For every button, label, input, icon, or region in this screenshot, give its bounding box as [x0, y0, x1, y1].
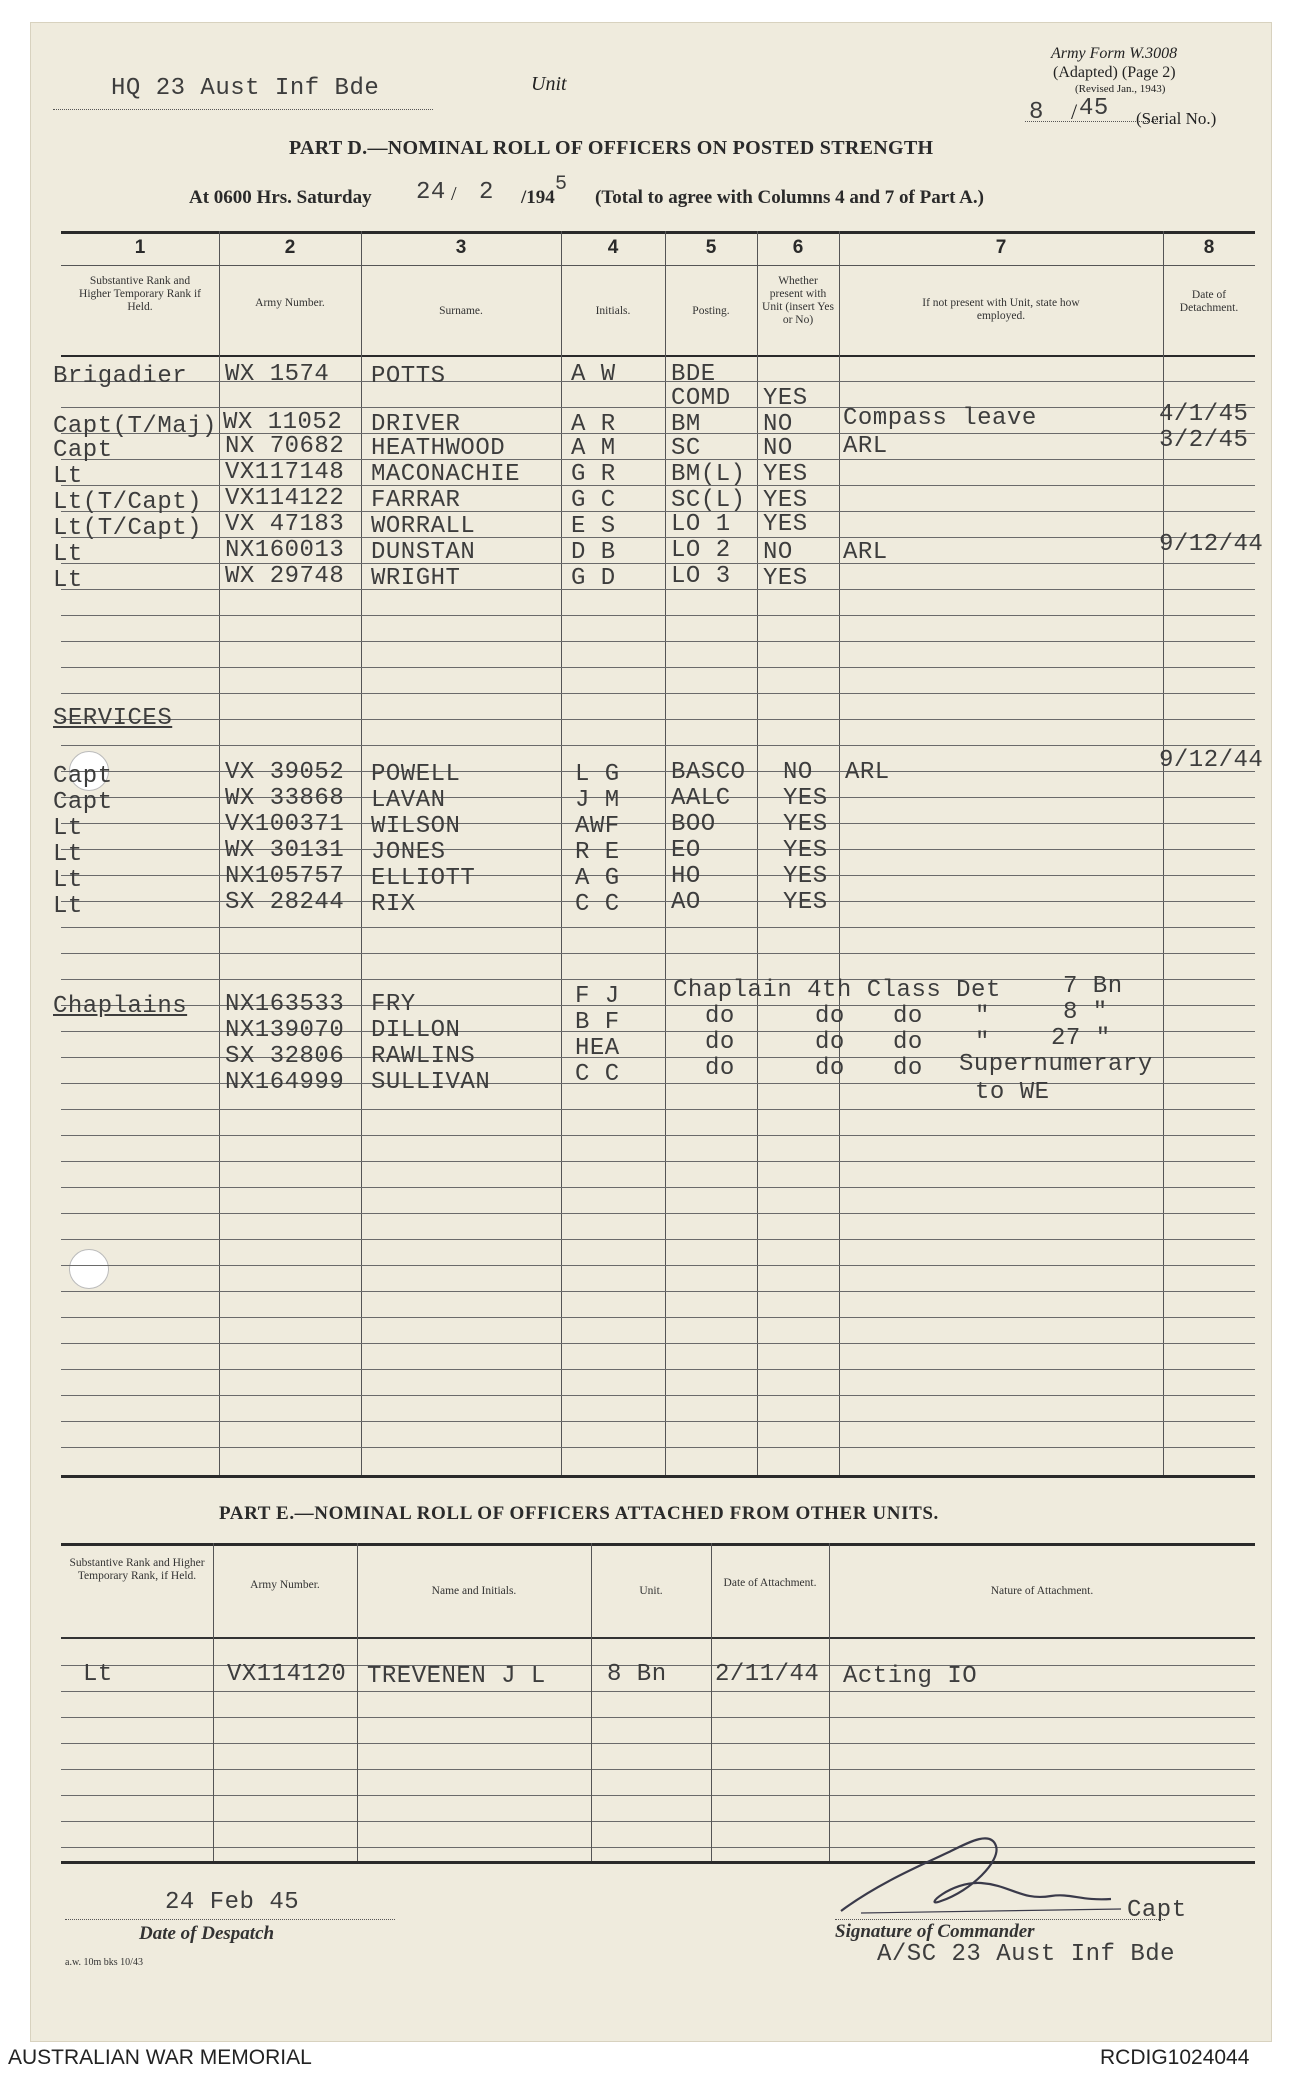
form-ref-line2: (Adapted) (Page 2) — [1053, 64, 1176, 81]
col-head-surname: Surname. — [439, 305, 483, 317]
rule-line — [61, 953, 1255, 954]
posting-cell: AALC — [671, 785, 731, 812]
surname-cell: DILLON — [371, 1017, 461, 1044]
serial-label: (Serial No.) — [1136, 109, 1217, 128]
present-cell: NO — [763, 539, 793, 566]
present-cell: YES — [763, 385, 808, 412]
employed-cell: Supernumerary — [959, 1051, 1153, 1078]
rank-cell: Capt(T/Maj) — [53, 413, 217, 440]
army-number-cell: SX 28244 — [225, 889, 345, 916]
posting-cell: BOO — [671, 811, 716, 838]
posting-ditto: do — [893, 1029, 923, 1056]
rule-line — [61, 1317, 1255, 1318]
col-number: 5 — [705, 237, 717, 258]
serial-value-1: 8 — [1029, 99, 1044, 126]
rank-cell: Lt — [53, 815, 83, 842]
despatch-label: Date of Despatch — [139, 1923, 275, 1944]
posting-cell: BASCO — [671, 759, 746, 786]
part-e-head-rule — [61, 1637, 1255, 1639]
army-number-cell: VX114122 — [225, 485, 345, 512]
army-number-cell: SX 32806 — [225, 1043, 345, 1070]
posting-cell: SC(L) — [671, 487, 746, 514]
col-head-army-number: Army Number. — [255, 297, 325, 309]
initials-cell: HEA — [575, 1035, 620, 1062]
initials-cell: F J — [575, 983, 620, 1010]
col-head-rank: Substantive Rank and Higher Temporary Rank if Held. — [79, 275, 201, 313]
surname-cell: POWELL — [371, 761, 461, 788]
rule-line — [61, 693, 1255, 694]
part-d-date-month: 2 — [479, 179, 494, 206]
date-slash: / — [451, 183, 457, 205]
army-number-cell: NX139070 — [225, 1017, 345, 1044]
army-number-cell: VX 39052 — [225, 759, 345, 786]
part-e-col-divider — [357, 1543, 358, 1861]
surname-cell: HEATHWOOD — [371, 435, 506, 462]
signature-scrawl — [821, 1821, 1161, 1931]
rule-line — [61, 1743, 1255, 1744]
surname-cell: MACONACHIE — [371, 461, 521, 488]
surname-cell: WRIGHT — [371, 565, 461, 592]
rule-line — [61, 667, 1255, 668]
initials-cell: AWF — [575, 813, 620, 840]
part-d-title: PART D.—NOMINAL ROLL OF OFFICERS ON POSTED STRENGTH — [289, 137, 934, 159]
rule-line — [61, 745, 1255, 746]
surname-cell: RIX — [371, 891, 416, 918]
rule-line — [61, 1161, 1255, 1162]
nature-cell: Acting IO — [843, 1663, 978, 1690]
present-cell: YES — [783, 811, 828, 838]
posting-cell: EO — [671, 837, 701, 864]
col-number: 7 — [995, 237, 1007, 258]
archive-footer-left: AUSTRALIAN WAR MEMORIAL — [8, 2046, 312, 2069]
signature-label: Signature of Commander — [835, 1921, 1035, 1942]
col-divider — [361, 231, 362, 1475]
posting-cell: do — [705, 1029, 735, 1056]
rank-cell: Lt(T/Capt) — [53, 489, 203, 516]
rule-line — [61, 1691, 1255, 1692]
surname-cell: JONES — [371, 839, 446, 866]
signature-rank: Capt — [1127, 1897, 1187, 1924]
rule-line — [61, 1769, 1255, 1770]
present-cell: NO — [783, 759, 813, 786]
part-e-head-rank: Substantive Rank and Higher Temporary Rank, if Held. — [69, 1557, 205, 1582]
rule-line — [61, 1239, 1255, 1240]
surname-cell: POTTS — [371, 363, 446, 390]
rank-cell: Lt — [53, 567, 83, 594]
army-number-cell: NX164999 — [225, 1069, 345, 1096]
employed-cell: ARL — [843, 539, 888, 566]
rank-cell: Lt — [53, 867, 83, 894]
signature-title: A/SC 23 Aust Inf Bde — [877, 1941, 1176, 1968]
rule-line — [61, 1135, 1255, 1136]
posting-ditto: do — [893, 1055, 923, 1082]
army-number-cell: NX105757 — [225, 863, 345, 890]
despatch-dotted-line — [65, 1919, 395, 1920]
posting-ditto: do — [893, 1003, 923, 1030]
signature-dotted-line — [835, 1919, 1165, 1920]
part-e-col-divider — [591, 1543, 592, 1861]
employed-cell: ARL — [845, 759, 890, 786]
initials-cell: G R — [571, 461, 616, 488]
rule-line — [61, 1109, 1255, 1110]
rule-line — [61, 1343, 1255, 1344]
col-head-detachment: Date of Detachment. — [1179, 289, 1239, 314]
col-head-employed: If not present with Unit, state how employed. — [922, 297, 1080, 322]
name-cell: TREVENEN J L — [367, 1663, 546, 1690]
rule-line — [61, 615, 1255, 616]
surname-cell: WILSON — [371, 813, 461, 840]
present-cell: YES — [783, 863, 828, 890]
initials-cell: C C — [575, 891, 620, 918]
despatch-date: 24 Feb 45 — [165, 1889, 300, 1916]
part-e-col-divider — [213, 1543, 214, 1861]
part-e-head-unit: Unit. — [639, 1585, 663, 1597]
initials-cell: L G — [575, 761, 620, 788]
surname-cell: DRIVER — [371, 411, 461, 438]
part-d-date-day: 24 — [416, 179, 446, 206]
part-e-head-date: Date of Attachment. — [723, 1577, 817, 1589]
detachment-date-cell: 9/12/44 — [1159, 531, 1264, 558]
unit-label: Unit — [531, 73, 567, 95]
rule-line — [61, 1369, 1255, 1370]
col-divider — [219, 231, 220, 1475]
col-head-posting: Posting. — [692, 305, 730, 317]
rank-cell: Capt — [53, 437, 113, 464]
army-number-cell: WX 30131 — [225, 837, 345, 864]
part-e-col-divider — [711, 1543, 712, 1861]
unit-cell: 8 Bn — [607, 1661, 667, 1688]
posting-ditto: do — [815, 1055, 845, 1082]
form-ref-line1: Army Form W.3008 — [1051, 45, 1178, 62]
army-number-cell: NX160013 — [225, 537, 345, 564]
initials-cell: E S — [571, 513, 616, 540]
ditto-mark: " — [975, 1003, 990, 1030]
part-e-head-army-number: Army Number. — [250, 1579, 320, 1591]
rank-cell: Capt — [53, 789, 113, 816]
posting-cell: SC — [671, 435, 701, 462]
rank-cell: Capt — [53, 763, 113, 790]
rule-line — [61, 407, 1255, 408]
present-cell: YES — [763, 565, 808, 592]
posting-cell: LO 2 — [671, 537, 731, 564]
posting-cell: AO — [671, 889, 701, 916]
employed-cell: 8 " — [1063, 999, 1108, 1026]
posting-cell: Chaplain 4th Class Det — [673, 977, 1001, 1004]
part-e-head-nature: Nature of Attachment. — [990, 1585, 1094, 1597]
posting-cell: LO 3 — [671, 563, 731, 590]
surname-cell: SULLIVAN — [371, 1069, 491, 1096]
col-divider — [561, 231, 562, 1475]
rank-cell: Lt — [53, 841, 83, 868]
serial-value-2: 45 — [1079, 95, 1109, 122]
posting-cell: BDE — [671, 361, 716, 388]
col-number: 2 — [284, 237, 296, 258]
present-cell: YES — [763, 461, 808, 488]
part-d-year-digit: 5 — [555, 173, 568, 196]
army-number-cell: VX 47183 — [225, 511, 345, 538]
employed-cell-cont: to WE — [975, 1079, 1050, 1106]
initials-cell: G D — [571, 565, 616, 592]
posting-cell: COMD — [671, 385, 731, 412]
part-d-note: (Total to agree with Columns 4 and 7 of Part A.) — [595, 187, 984, 208]
initials-cell: B F — [575, 1009, 620, 1036]
surname-cell: WORRALL — [371, 513, 476, 540]
initials-cell: A M — [571, 435, 616, 462]
posting-cell: do — [705, 1055, 735, 1082]
part-d-year-prefix: /194 — [521, 187, 555, 208]
initials-cell: C C — [575, 1061, 620, 1088]
surname-cell: LAVAN — [371, 787, 446, 814]
col-number: 6 — [792, 237, 804, 258]
present-cell: YES — [783, 785, 828, 812]
posting-cell: BM(L) — [671, 461, 746, 488]
employed-cell: 7 Bn — [1063, 973, 1123, 1000]
rank-cell: Lt — [53, 541, 83, 568]
col-head-present: Whether present with Unit (insert Yes or No) — [762, 275, 834, 326]
serial-slash: / — [1071, 99, 1078, 124]
rule-line — [61, 719, 1255, 720]
rule-line — [61, 927, 1255, 928]
col-divider — [757, 231, 758, 1475]
posting-cell: HO — [671, 863, 701, 890]
army-number-cell: WX 33868 — [225, 785, 345, 812]
chaplains-label: Chaplains — [53, 993, 188, 1020]
army-number-cell: VX117148 — [225, 459, 345, 486]
rank-cell: Lt — [83, 1661, 113, 1688]
detachment-date-cell: 3/2/45 — [1159, 427, 1249, 454]
table-top-rule — [61, 231, 1255, 234]
rule-line — [61, 1795, 1255, 1796]
part-e-col-divider — [829, 1543, 830, 1861]
punch-hole — [69, 1249, 109, 1289]
col-number: 3 — [455, 237, 467, 258]
initials-cell: A R — [571, 411, 616, 438]
table-bottom-rule — [61, 1475, 1255, 1478]
initials-cell: G C — [571, 487, 616, 514]
surname-cell: DUNSTAN — [371, 539, 476, 566]
posting-cell: do — [705, 1003, 735, 1030]
initials-cell: J M — [575, 787, 620, 814]
detachment-date-cell: 9/12/44 — [1159, 747, 1264, 774]
rank-cell: Lt(T/Capt) — [53, 515, 203, 542]
present-cell: NO — [763, 435, 793, 462]
head-bottom-rule — [61, 355, 1255, 357]
present-cell: YES — [763, 487, 808, 514]
rule-line — [61, 1447, 1255, 1448]
initials-cell: A W — [571, 361, 616, 388]
surname-cell: RAWLINS — [371, 1043, 476, 1070]
rule-line — [61, 1717, 1255, 1718]
col-number: 8 — [1203, 237, 1215, 258]
document-sheet — [30, 22, 1272, 2042]
posting-cell: LO 1 — [671, 511, 731, 538]
rank-cell: Lt — [53, 893, 83, 920]
army-number-cell: NX163533 — [225, 991, 345, 1018]
rank-cell: Brigadier — [53, 363, 188, 390]
initials-cell: D B — [571, 539, 616, 566]
part-e-top-rule — [61, 1543, 1255, 1546]
colnum-rule — [61, 265, 1255, 266]
army-number-cell: VX114120 — [227, 1661, 347, 1688]
services-label: SERVICES — [53, 705, 173, 732]
employed-cell: 27 " — [1051, 1025, 1111, 1052]
col-head-initials: Initials. — [595, 305, 631, 317]
col-divider — [665, 231, 666, 1475]
posting-ditto: do — [815, 1029, 845, 1056]
initials-cell: R E — [575, 839, 620, 866]
army-number-cell: WX 29748 — [225, 563, 345, 590]
form-ref-line3: (Revised Jan., 1943) — [1075, 83, 1166, 95]
attachment-date-cell: 2/11/44 — [715, 1661, 820, 1688]
posting-cell: BM — [671, 411, 701, 438]
surname-cell: FRY — [371, 991, 416, 1018]
detachment-date-cell: 4/1/45 — [1159, 401, 1249, 428]
posting-ditto: do — [815, 1003, 845, 1030]
rule-line — [61, 1291, 1255, 1292]
ditto-mark: " — [975, 1029, 990, 1056]
rule-line — [61, 1421, 1255, 1422]
part-e-head-name: Name and Initials. — [431, 1585, 517, 1597]
archive-footer-right: RCDIG1024044 — [1100, 2046, 1250, 2069]
rule-line — [61, 1187, 1255, 1188]
army-number-cell: VX100371 — [225, 811, 345, 838]
col-number: 4 — [607, 237, 619, 258]
present-cell: YES — [783, 837, 828, 864]
present-cell: YES — [763, 511, 808, 538]
present-cell: NO — [763, 411, 793, 438]
col-number: 1 — [134, 237, 146, 258]
surname-cell: ELLIOTT — [371, 865, 476, 892]
employed-cell: Compass leave — [843, 405, 1037, 432]
col-divider — [839, 231, 840, 1475]
part-d-at-prefix: At 0600 Hrs. Saturday — [189, 187, 372, 208]
rule-line — [61, 1395, 1255, 1396]
present-cell: YES — [783, 889, 828, 916]
printer-mark: a.w. 10m bks 10/43 — [65, 1957, 143, 1968]
initials-cell: A G — [575, 865, 620, 892]
army-number-cell: NX 70682 — [225, 433, 345, 460]
rule-line — [61, 1265, 1255, 1266]
surname-cell: FARRAR — [371, 487, 461, 514]
army-number-cell: WX 1574 — [225, 361, 330, 388]
employed-cell: ARL — [843, 433, 888, 460]
rank-cell: Lt — [53, 463, 83, 490]
part-e-title: PART E.—NOMINAL ROLL OF OFFICERS ATTACHED FROM OTHER UNITS. — [219, 1503, 939, 1524]
army-number-cell: WX 11052 — [223, 409, 343, 436]
rule-line — [61, 1213, 1255, 1214]
rule-line — [61, 641, 1255, 642]
unit-value: HQ 23 Aust Inf Bde — [111, 75, 380, 102]
